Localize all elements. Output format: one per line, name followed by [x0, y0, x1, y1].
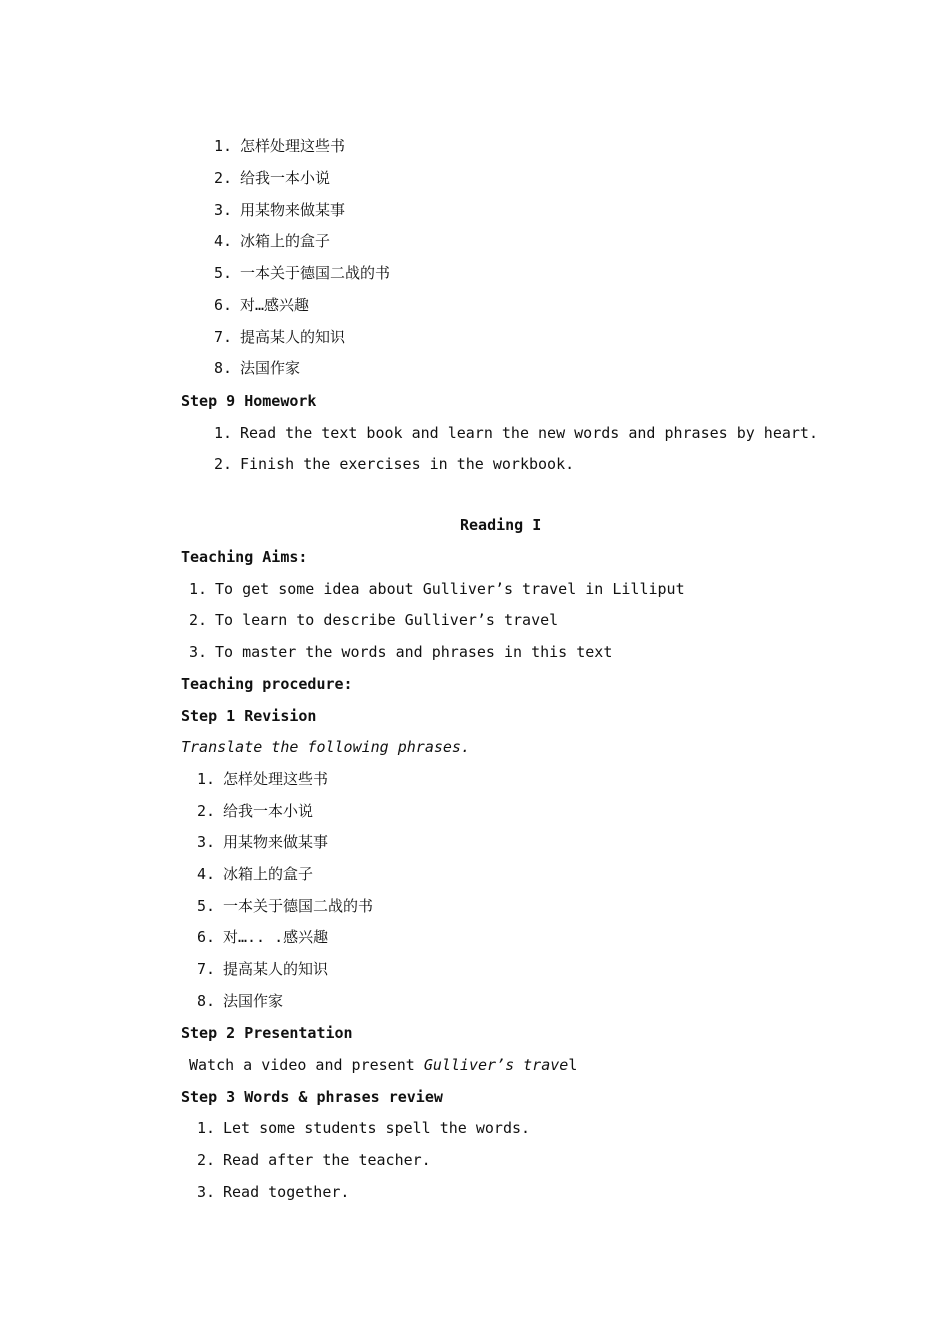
- list-item: 1. Read the text book and learn the new words and phrases by heart.: [214, 424, 818, 442]
- list-item: 2. 给我一本小说: [197, 802, 314, 820]
- list-item: 2. Read after the teacher.: [197, 1151, 431, 1169]
- list-item: 7. 提高某人的知识: [197, 960, 329, 978]
- list-item: 3. 用某物来做某事: [197, 833, 329, 851]
- list-item: 1. 怎样处理这些书: [214, 137, 346, 155]
- instruction-text: Translate the following phrases.: [181, 738, 470, 756]
- list-item: 5. 一本关于德国二战的书: [214, 264, 391, 282]
- list-item: 1. To get some idea about Gulliver’s travel in Lilliput: [189, 580, 685, 598]
- list-item: 8. 法国作家: [197, 992, 284, 1010]
- page-title: Reading I: [460, 516, 542, 534]
- list-item: 1. 怎样处理这些书: [197, 770, 329, 788]
- section-heading: Step 9 Homework: [181, 392, 317, 410]
- list-item: 1. Let some students spell the words.: [197, 1119, 531, 1137]
- list-item: 3. To master the words and phrases in this text: [189, 643, 613, 661]
- list-item: 3. 用某物来做某事: [214, 201, 346, 219]
- section-heading: Step 2 Presentation: [181, 1024, 353, 1042]
- list-item: 2. To learn to describe Gulliver’s travel: [189, 611, 559, 629]
- list-item: 3. Read together.: [197, 1183, 350, 1201]
- section-heading: Teaching procedure:: [181, 675, 353, 693]
- list-item: 4. 冰箱上的盒子: [214, 232, 331, 250]
- list-item: 4. 冰箱上的盒子: [197, 865, 314, 883]
- list-item: 7. 提高某人的知识: [214, 328, 346, 346]
- paragraph: Watch a video and present Gulliver’s travel: [189, 1056, 578, 1074]
- list-item: 6. 对….. .感兴趣: [197, 928, 329, 946]
- list-item: 2. Finish the exercises in the workbook.: [214, 455, 575, 473]
- section-heading: Step 1 Revision: [181, 707, 317, 725]
- list-item: 5. 一本关于德国二战的书: [197, 897, 374, 915]
- list-item: 2. 给我一本小说: [214, 169, 331, 187]
- list-item: 8. 法国作家: [214, 359, 301, 377]
- section-heading: Step 3 Words & phrases review: [181, 1088, 443, 1106]
- section-heading: Teaching Aims:: [181, 548, 308, 566]
- list-item: 6. 对…感兴趣: [214, 296, 310, 314]
